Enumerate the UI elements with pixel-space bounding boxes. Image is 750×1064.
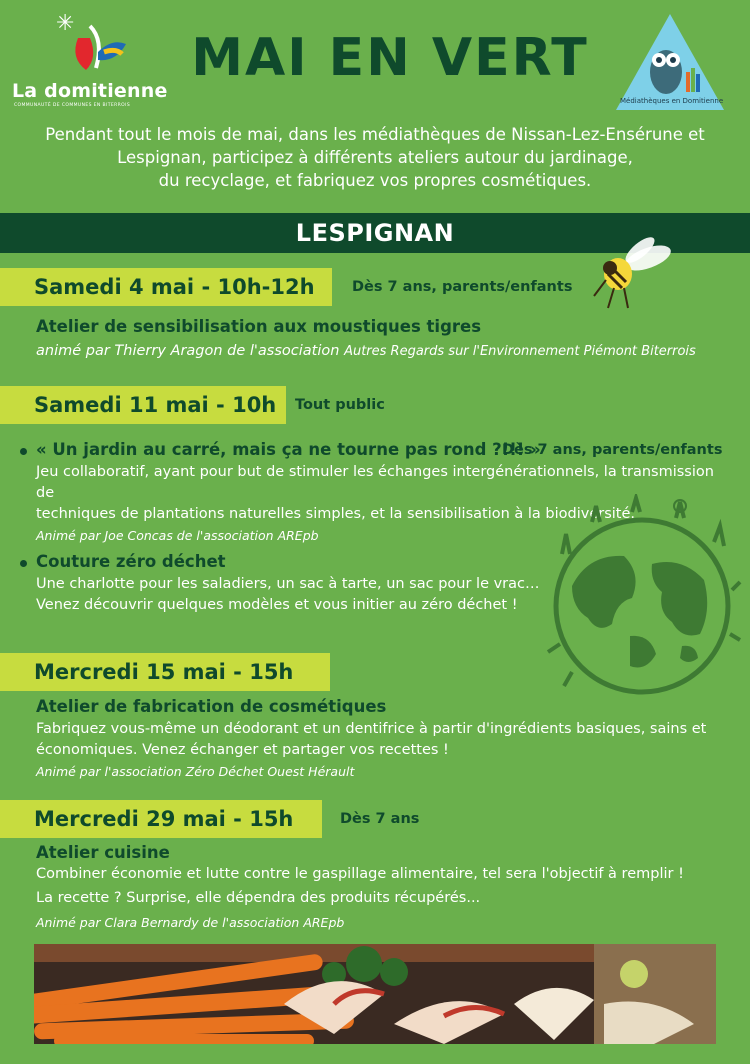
logo-tagline: COMMUNAUTÉ DE COMMUNES EN BITERROIS (14, 103, 131, 108)
event-date-tag: Samedi 4 mai - 10h-12h (0, 268, 332, 306)
bullet-dot (20, 448, 27, 455)
logo-caption: Médiathèques en Domitienne (620, 97, 724, 105)
page-title: MAI EN VERT (191, 28, 589, 88)
description-line: techniques de plantations naturelles simples, et la sensibilisation à la biodiversité. (36, 506, 636, 522)
event-host: Animé par l'association Zéro Déchet Ouest Hérault (36, 764, 355, 779)
description-line: La recette ? Surprise, elle dépendra des produits récupérés... (36, 890, 481, 906)
intro-text (30, 123, 720, 192)
intro-line: du recyclage, et fabriquez vos propres cosmétiques. (158, 171, 592, 190)
event-title: Atelier de sensibilisation aux moustiques tigres (36, 317, 482, 336)
description-line: Combiner économie et lutte contre le gaspillage alimentaire, tel sera l'objectif à remplir ! (36, 866, 684, 882)
event-title: Atelier cuisine (36, 843, 170, 862)
event-date-tag: Samedi 11 mai - 10h (0, 386, 286, 424)
activity-audience: Dès 7 ans, parents/enfants (502, 442, 723, 458)
event-host (36, 341, 696, 362)
vegetables-photo (34, 944, 716, 1044)
event-host: Animé par Clara Bernardy de l'association AREpb (36, 915, 345, 930)
event-audience: Dès 7 ans (340, 811, 420, 827)
vegetables-image-icon (34, 944, 716, 1044)
event-host-org: Autres Regards sur l'Environnement Piémont Biterrois (344, 344, 696, 359)
city-banner: LESPIGNAN (0, 213, 750, 253)
intro-line: Pendant tout le mois de mai, dans les médiathèques de Nissan-Lez-Ensérune et (45, 125, 705, 144)
description-line: Une charlotte pour les saladiers, un sac à tarte, un sac pour le vrac… (36, 576, 540, 592)
description-line: Venez découvrir quelques modèles et vous initier au zéro déchet ! (36, 597, 518, 613)
intro-line: Lespignan, participez à différents ateliers autour du jardinage, (117, 148, 633, 167)
mediatheques-logo (614, 12, 726, 112)
event-description (36, 719, 726, 782)
bullet-dot (20, 560, 27, 567)
description-line: Fabriquez vous-même un déodorant et un dentifrice à partir d'ingrédients basiques, sains et (36, 721, 707, 737)
la-domitienne-logo (8, 8, 173, 108)
description-line: Jeu collaboratif, ayant pour but de stimuler les échanges intergénérationnels, la transmission de (36, 464, 714, 501)
logo-wordmark: La domitienne (12, 80, 168, 102)
event-audience: Dès 7 ans, parents/enfants (352, 279, 573, 295)
event-date-tag: Mercredi 15 mai - 15h (0, 653, 330, 691)
event-title: Atelier de fabrication de cosmétiques (36, 697, 387, 716)
activity-host: Animé par Joe Concas de l'association AREpb (36, 528, 319, 543)
domitienne-emblem-icon (8, 8, 173, 83)
earth-globe-icon (532, 494, 744, 704)
activity-title: « Un jardin au carré, mais ça ne tourne pas rond ?!!! » (36, 440, 541, 459)
description-line: économiques. Venez échanger et partager vos recettes ! (36, 742, 449, 758)
event-date-tag: Mercredi 29 mai - 15h (0, 800, 322, 838)
mosquito-icon (588, 236, 676, 316)
event-description (36, 864, 726, 933)
activity-title: Couture zéro déchet (36, 552, 226, 571)
activity-description (36, 574, 556, 616)
event-audience: Tout public (295, 397, 385, 413)
event-host-main: animé par Thierry Aragon de l'association (36, 343, 340, 359)
svg-text:✳: ✳ (56, 11, 75, 36)
